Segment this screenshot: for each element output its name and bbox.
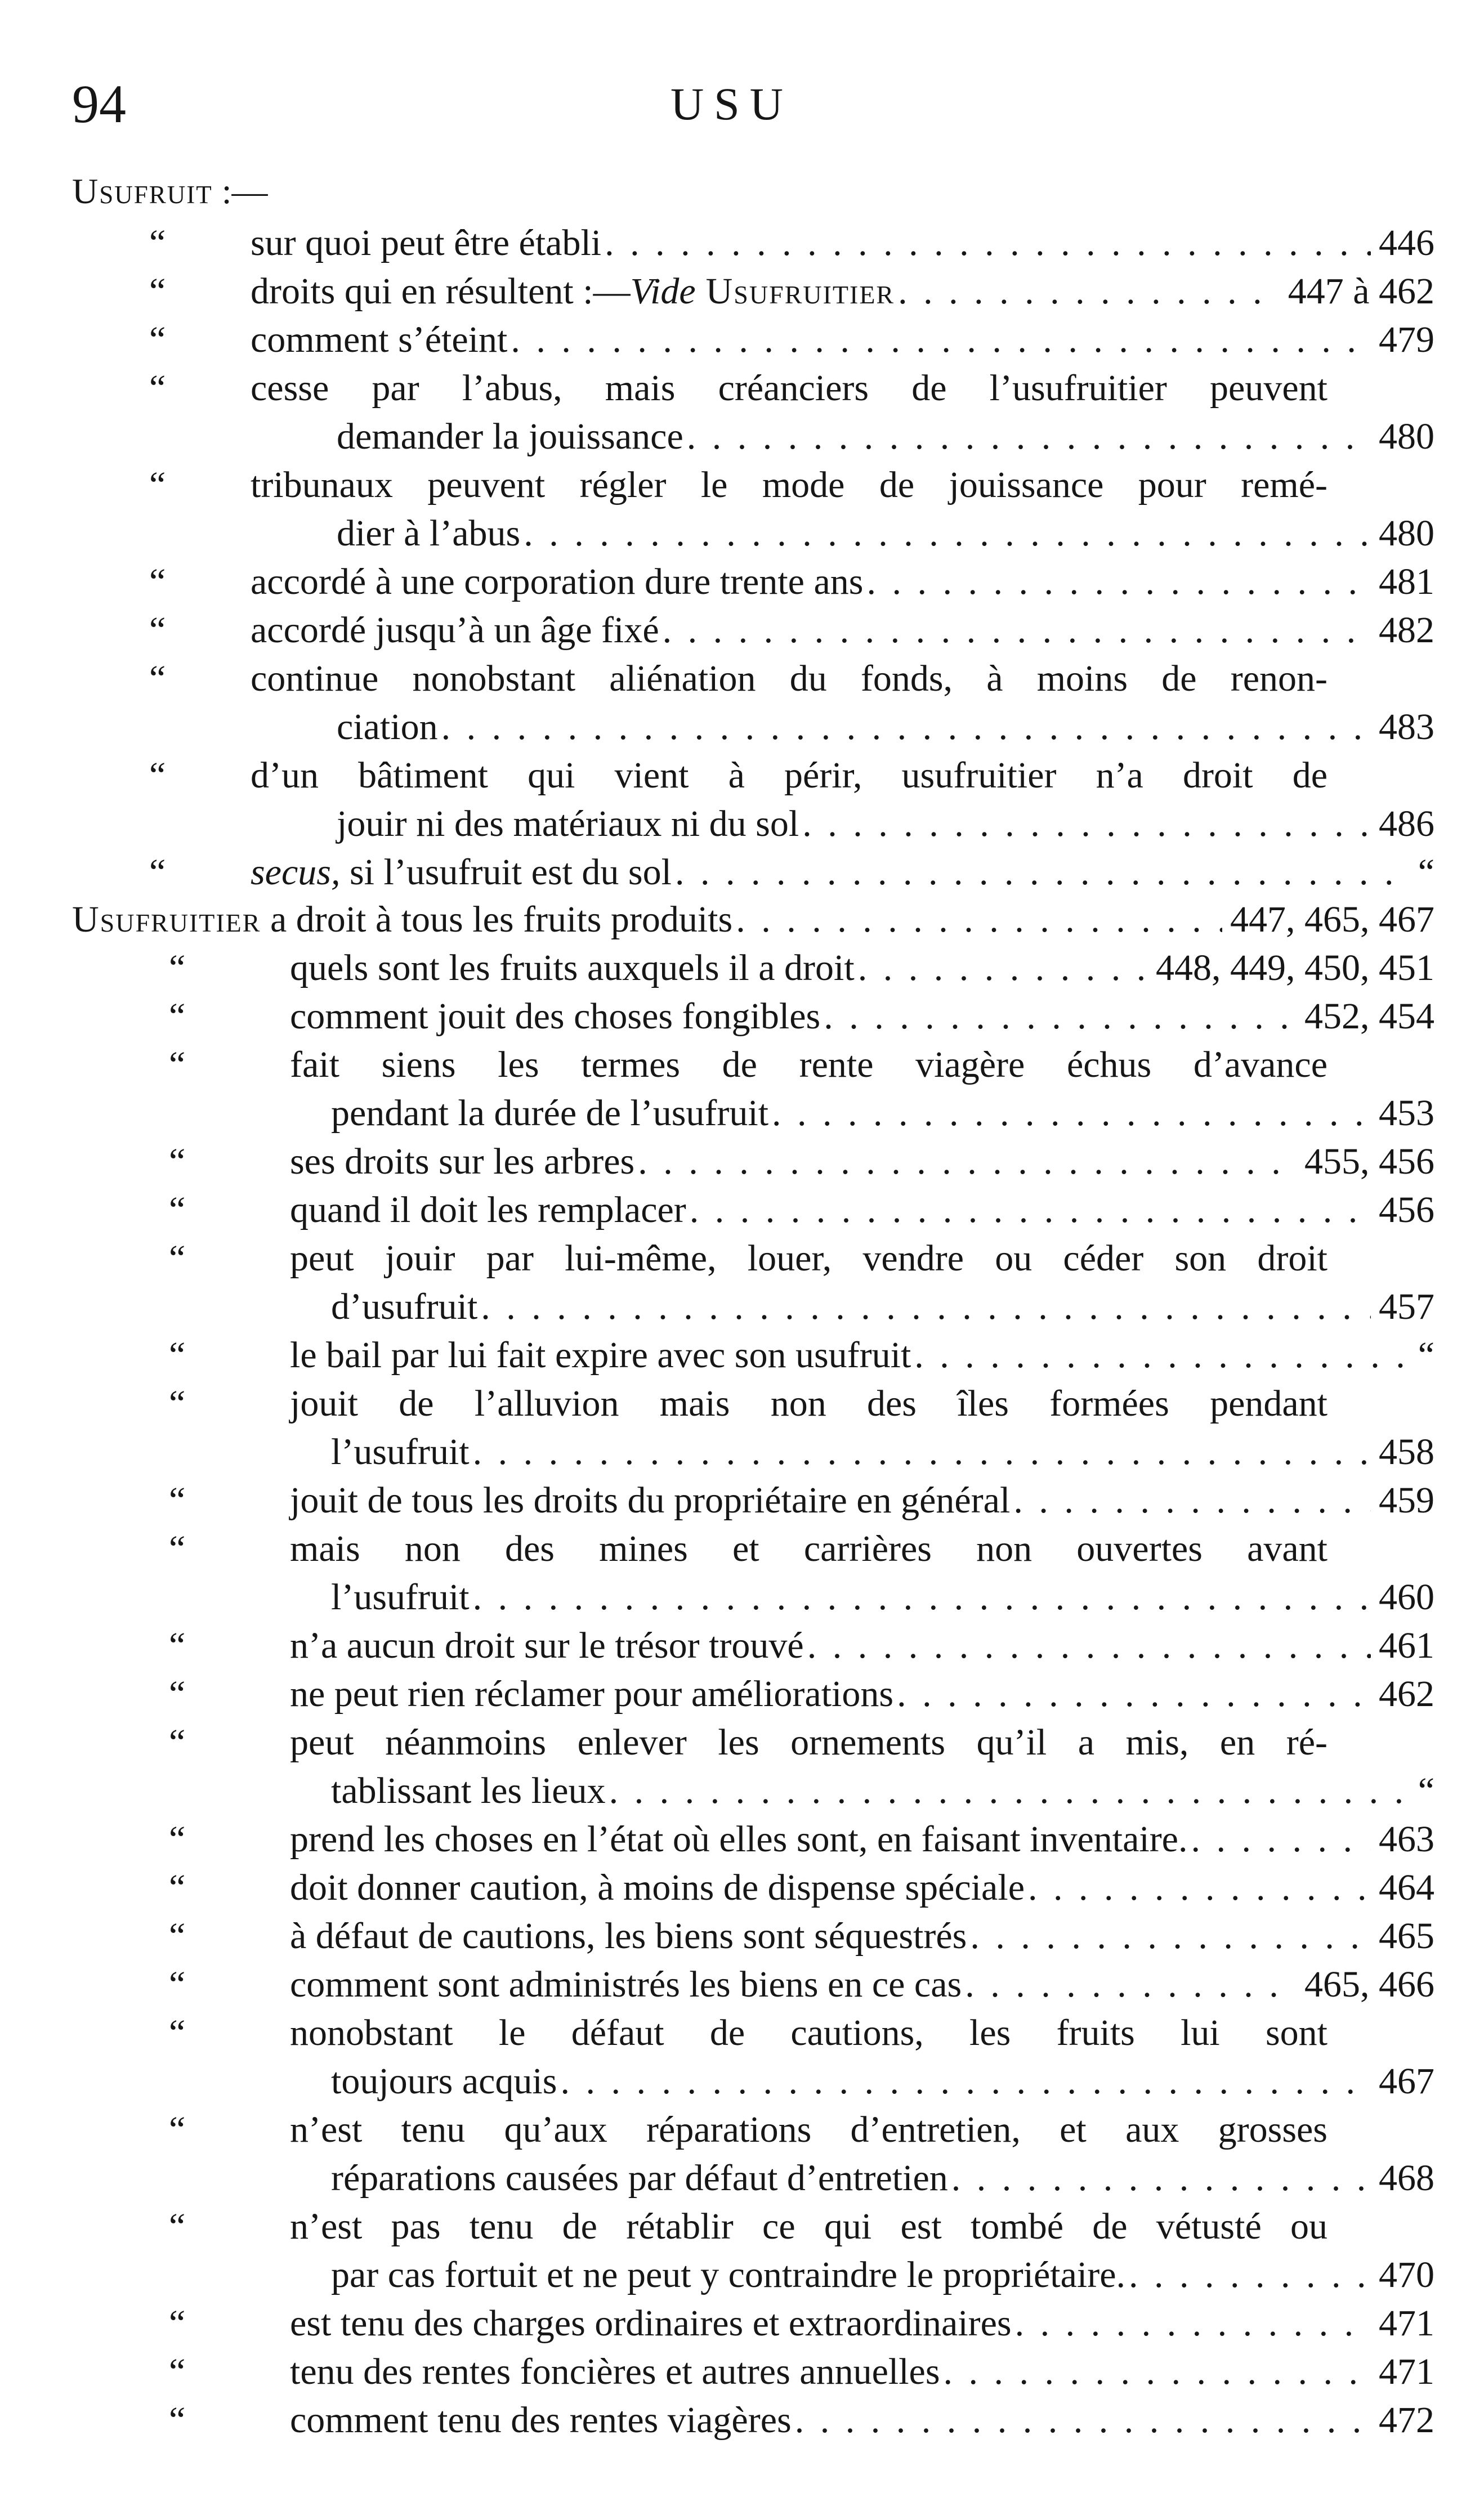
page-reference: 464 (1379, 1867, 1434, 1908)
entry-line (290, 1476, 1434, 1525)
dot-leader (855, 943, 1148, 993)
dot-leader (672, 848, 1410, 897)
page-number: 94 (72, 74, 126, 134)
entry-line (337, 509, 1434, 558)
entry-line (251, 848, 1434, 897)
dot-leader (1187, 1815, 1371, 1864)
entry-line (290, 1524, 1327, 1574)
entry-continuation: demander la jouissance (337, 416, 683, 457)
dot-leader (470, 1427, 1371, 1477)
ditto-mark: “ (169, 1964, 186, 2005)
page-reference: 462 (1379, 1673, 1434, 1715)
entry-text: accordé jusqu’à un âge fixé (251, 610, 659, 651)
dot-leader (686, 1185, 1371, 1235)
entry-line (331, 1282, 1434, 1332)
entry-continuation: toujours acquis (331, 2061, 557, 2102)
page-reference: 465 (1379, 1915, 1434, 1957)
ditto-mark: “ (169, 1238, 186, 1279)
usufruit-heading-suffix: :— (212, 171, 268, 211)
entry-line (290, 1815, 1434, 1864)
entry-text: cesse par l’abus, mais créanciers de l’usufruitier peuvent (251, 368, 1327, 409)
ditto-mark: “ (169, 2400, 186, 2441)
ditto-mark: “ (149, 610, 166, 651)
entry-line (290, 1621, 1434, 1671)
entry-text: comment sont administrés les biens en ce cas (290, 1964, 962, 2005)
entry-text: n’est pas tenu de rétablir ce qui est tombé de vétusté ou (290, 2206, 1327, 2247)
entry-text: tribunaux peuvent régler le mode de jouissance pour remé- (251, 464, 1327, 505)
ditto-mark: “ (169, 1673, 186, 1715)
page-reference: 481 (1379, 561, 1434, 602)
ditto-mark: “ (149, 755, 166, 796)
entry-continuation: l’usufruit (331, 1577, 470, 1618)
entry-continuation: ciation (337, 706, 438, 748)
entry-line (290, 1331, 1434, 1380)
page-reference: 471 (1379, 2351, 1434, 2392)
ditto-mark: “ (149, 368, 166, 409)
ditto-mark: “ (149, 464, 166, 505)
entry-text: peut néanmoins enlever les ornements qu’il a mis, en ré- (290, 1722, 1327, 1763)
entry-text: n’a aucun droit sur le trésor trouvé (290, 1625, 804, 1666)
entry-line (290, 943, 1434, 993)
page-reference: “ (1418, 1335, 1434, 1376)
ditto-mark: “ (169, 1528, 186, 1569)
dot-leader (863, 557, 1371, 607)
page-reference: 465, 466 (1304, 1964, 1434, 2005)
entry-text: quels sont les fruits auxquels il a droit (290, 947, 855, 988)
dot-leader (820, 992, 1297, 1041)
entry-text: comment jouit des choses fongibles (290, 996, 821, 1037)
entry-text: ne peut rien réclamer pour améliorations (290, 1673, 894, 1715)
dot-leader (940, 2347, 1371, 2397)
ditto-mark: “ (169, 2109, 186, 2150)
entry-line (290, 1234, 1327, 1283)
dot-leader (799, 799, 1371, 849)
ditto-mark: “ (169, 1335, 186, 1376)
entry-continuation: l’usufruit (331, 1431, 470, 1472)
ditto-mark: “ (169, 1480, 186, 1521)
entry-text: ses droits sur les arbres (290, 1141, 635, 1182)
entry-line (251, 218, 1434, 268)
entry-line (331, 2057, 1434, 2106)
entry-line (331, 1089, 1434, 1138)
entry-text: tenu des rentes foncières et autres annuelles (290, 2351, 940, 2392)
dot-leader (634, 1137, 1297, 1187)
dot-leader (520, 509, 1371, 558)
ditto-mark: “ (169, 2303, 186, 2344)
ditto-mark: “ (149, 319, 166, 360)
entry-text: sur quoi peut être établi (251, 222, 602, 263)
page-reference: 486 (1379, 803, 1434, 844)
ditto-mark: “ (149, 852, 166, 893)
entry-italic-text: secus, (251, 852, 341, 893)
entry-line (290, 1379, 1327, 1429)
entry-text: mais non des mines et carrières non ouvertes avant (290, 1528, 1327, 1569)
entry-line (290, 992, 1434, 1041)
entry-line (290, 1960, 1434, 2009)
entry-line (331, 1573, 1434, 1622)
page-reference: 480 (1379, 416, 1434, 457)
entry-line (290, 2008, 1327, 2058)
page-reference: 455, 456 (1304, 1141, 1434, 1182)
entry-continuation: tablissant les lieux (331, 1770, 606, 1811)
entry-continuation: d’usufruit (331, 1286, 478, 1327)
ditto-mark: “ (169, 1044, 186, 1085)
entry-line (290, 2299, 1434, 2348)
entry-continuation: réparations causées par défaut d’entretien (331, 2158, 948, 2199)
page-reference: 479 (1379, 319, 1434, 360)
dot-leader (683, 412, 1371, 462)
entry-line (331, 2154, 1434, 2203)
vide-label: Vide (630, 271, 696, 312)
entry-line (331, 2250, 1434, 2300)
page-reference: 461 (1379, 1625, 1434, 1666)
page-reference: 472 (1379, 2400, 1434, 2441)
entry-continuation: pendant la durée de l’usufruit (331, 1093, 769, 1134)
page-reference: 457 (1379, 1286, 1434, 1327)
page-reference: 482 (1379, 610, 1434, 651)
entry-text: comment tenu des rentes viagères (290, 2400, 792, 2441)
entry-text: accordé à une corporation dure trente ans (251, 561, 864, 602)
entry-line (251, 557, 1434, 607)
dot-leader (895, 267, 1280, 316)
entry-text: continue nonobstant aliénation du fonds, à moins de renon- (251, 658, 1327, 699)
entry-line (290, 1669, 1434, 1719)
page-reference: 480 (1379, 513, 1434, 554)
entry-line (251, 606, 1434, 655)
ditto-mark: “ (169, 1867, 186, 1908)
entry-text: nonobstant le défaut de cautions, les fruits lui sont (290, 2012, 1327, 2053)
entry-text: doit donner caution, à moins de dispense spéciale (290, 1867, 1025, 1908)
entry-text: le bail par lui fait expire avec son usufruit (290, 1335, 911, 1376)
entry-line (337, 702, 1434, 752)
page-reference: 470 (1379, 2254, 1434, 2295)
ditto-mark: “ (149, 658, 166, 699)
page-reference: 456 (1379, 1189, 1434, 1230)
entry-text: si l’usufruit est du sol (340, 852, 672, 893)
entry-text: comment s’éteint (251, 319, 508, 360)
entry-line (290, 1912, 1434, 1961)
page-reference: 483 (1379, 706, 1434, 748)
dot-leader (893, 1669, 1371, 1719)
entry-line (290, 2105, 1327, 2155)
entry-line (290, 1718, 1327, 1767)
dot-leader (1025, 1863, 1371, 1913)
page-reference: 468 (1379, 2158, 1434, 2199)
entry-line (331, 1427, 1434, 1477)
page-reference: 453 (1379, 1093, 1434, 1134)
usufruitier-first-text: a droit à tous les fruits produits (261, 899, 733, 940)
entry-line (290, 2396, 1434, 2445)
entry-line (251, 315, 1434, 365)
page-reference: 458 (1379, 1431, 1434, 1472)
page-reference: 452, 454 (1304, 996, 1434, 1037)
dot-leader (470, 1573, 1371, 1622)
dot-leader (606, 1766, 1410, 1816)
ditto-mark: “ (169, 1915, 186, 1957)
dot-leader (967, 1912, 1371, 1961)
entry-line (337, 412, 1434, 462)
entry-text: quand il doit les remplacer (290, 1189, 686, 1230)
page-reference: 471 (1379, 2303, 1434, 2344)
entry-line (251, 460, 1327, 510)
entry-line (251, 751, 1327, 800)
dot-leader (1125, 2250, 1371, 2300)
entry-line (290, 1137, 1434, 1187)
ditto-mark: “ (169, 1383, 186, 1424)
dot-leader (1012, 2299, 1371, 2348)
entry-text: n’est tenu qu’aux réparations d’entretien, et aux grosses (290, 2109, 1327, 2150)
ditto-mark: “ (169, 1819, 186, 1860)
dot-leader (659, 606, 1371, 655)
dot-leader (804, 1621, 1371, 1671)
ditto-mark: “ (149, 222, 166, 263)
ditto-mark: “ (169, 2012, 186, 2053)
ditto-mark: “ (169, 2206, 186, 2247)
dot-leader (477, 1282, 1371, 1332)
dot-leader (948, 2154, 1371, 2203)
dot-leader (507, 315, 1371, 365)
usufruitier-heading: Usufruitier (72, 899, 261, 940)
dot-leader (732, 895, 1222, 945)
ditto-mark: “ (149, 561, 166, 602)
entry-text: droits qui en résultent :— (251, 271, 631, 312)
entry-text: à défaut de cautions, les biens sont séquestrés (290, 1915, 967, 1957)
dot-leader (792, 2396, 1371, 2445)
entry-text: est tenu des charges ordinaires et extraordinaires (290, 2303, 1012, 2344)
dot-leader (1010, 1476, 1371, 1525)
dot-leader (438, 702, 1371, 752)
dot-leader (557, 2057, 1371, 2106)
entry-line (290, 1863, 1434, 1913)
ditto-mark: “ (169, 1141, 186, 1182)
dot-leader (962, 1960, 1297, 2009)
entry-line (290, 2347, 1434, 2397)
page-reference: 447 à 462 (1288, 271, 1434, 312)
ditto-mark: “ (169, 1625, 186, 1666)
vide-target: Usufruitier (705, 271, 895, 312)
entry-line (251, 654, 1327, 704)
entry-line (337, 799, 1434, 849)
ditto-mark: “ (169, 1189, 186, 1230)
ditto-mark: “ (169, 996, 186, 1037)
entry-line (290, 1040, 1327, 1090)
entry-continuation: jouir ni des matériaux ni du sol (337, 803, 799, 844)
entry-line (331, 1766, 1434, 1816)
entry-text: prend les choses en l’état où elles sont, en faisant inventaire. (290, 1819, 1188, 1860)
page-reference: 448, 449, 450, 451 (1156, 947, 1434, 988)
page-reference: 460 (1379, 1577, 1434, 1618)
running-head: USU (670, 78, 794, 129)
usufruit-heading-word: Usufruit (72, 171, 213, 211)
page-reference: 459 (1379, 1480, 1434, 1521)
entry-line (290, 1185, 1434, 1235)
dot-leader (911, 1331, 1410, 1380)
entry-continuation: par cas fortuit et ne peut y contraindre le propriétaire. (331, 2254, 1126, 2295)
page-reference: 447, 465, 467 (1230, 899, 1434, 940)
ditto-mark: “ (169, 947, 186, 988)
page-reference: 463 (1379, 1819, 1434, 1860)
entry-continuation: dier à l’abus (337, 513, 521, 554)
ditto-mark: “ (169, 1722, 186, 1763)
entry-line (290, 2202, 1327, 2252)
page-reference: “ (1418, 852, 1434, 893)
entry-text: jouit de l’alluvion mais non des îles formées pendant (290, 1383, 1327, 1424)
page-reference: 446 (1379, 222, 1434, 263)
entry-text: peut jouir par lui-même, louer, vendre ou céder son droit (290, 1238, 1327, 1279)
page-reference: 467 (1379, 2061, 1434, 2102)
entry-text: fait siens les termes de rente viagère échus d’avance (290, 1044, 1327, 1085)
entry-line (251, 267, 1434, 316)
entry-line (251, 364, 1327, 413)
ditto-mark: “ (169, 2351, 186, 2392)
page-reference: “ (1418, 1770, 1434, 1811)
dot-leader (601, 218, 1371, 268)
usufruitier-heading-line (72, 895, 1434, 945)
entry-text: jouit de tous les droits du propriétaire en général (290, 1480, 1011, 1521)
dot-leader (768, 1089, 1371, 1138)
entry-text: d’un bâtiment qui vient à périr, usufruitier n’a droit de (251, 755, 1327, 796)
ditto-mark: “ (149, 271, 166, 312)
